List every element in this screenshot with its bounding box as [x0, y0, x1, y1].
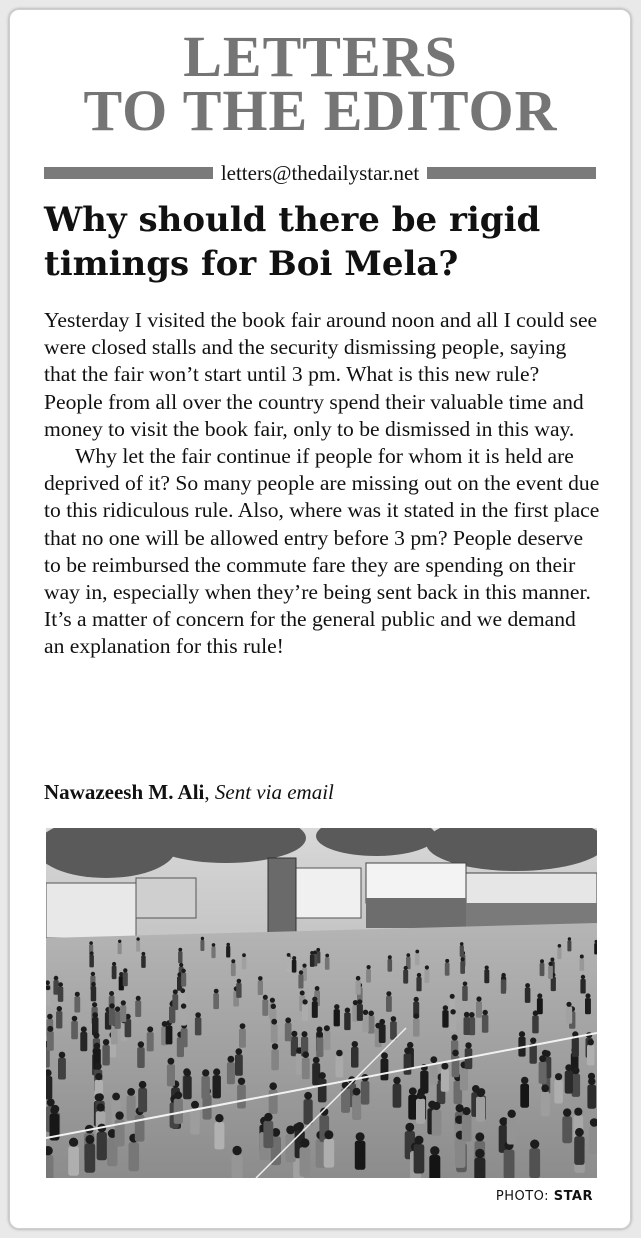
letter-paragraph-1: Yesterday I visited the book fair around noon and all I could see were closed stalls and the security dismissing people, saying that the fair won’t start until 3 pm. What is this new rule? People from all over the country spend their valuable time and money to visit the book fair, only to be dismissed in this way.: [44, 308, 598, 441]
fair-photo: [46, 828, 597, 1178]
headline-line1: Why should there be rigid: [44, 200, 541, 240]
right-rule-bar: [427, 167, 596, 179]
section-title-line1: LETTERS: [183, 24, 458, 89]
section-title: [0, 24, 641, 143]
letter-body: [44, 307, 600, 661]
author-name: Nawazeesh M. Ali: [44, 780, 205, 804]
headline-line2: timings for Boi Mela?: [44, 244, 459, 284]
letter-headline: [44, 198, 604, 286]
byline: Nawazeesh M. Ali, Sent via email: [44, 780, 334, 804]
submission-method: Sent via email: [214, 780, 334, 804]
photo-credit-label: PHOTO:: [495, 1189, 550, 1204]
photo-credit: [496, 1189, 593, 1204]
email-rule: [44, 160, 596, 186]
crowd-photo-illustration: [46, 828, 597, 1178]
letter-paragraph-2: Why let the fair continue if people for whom it is held are deprived of it? So many people are missing out on the event due to this ridiculous rule. Also, where was it stated in the first place that no one will be allowed entry before 3 pm? People deserve to be reimbursed the commute fare they are spending on their way in, especially when they’re being sent back in this manner. It’s a matter of concern for the general public and we demand an explanation for this rule!: [44, 444, 600, 659]
section-title-line2: TO THE EDITOR: [83, 78, 558, 143]
photo-credit-source: STAR: [553, 1189, 593, 1204]
editor-email-link[interactable]: letters@thedailystar.net: [220, 160, 420, 185]
left-rule-bar: [44, 167, 213, 179]
